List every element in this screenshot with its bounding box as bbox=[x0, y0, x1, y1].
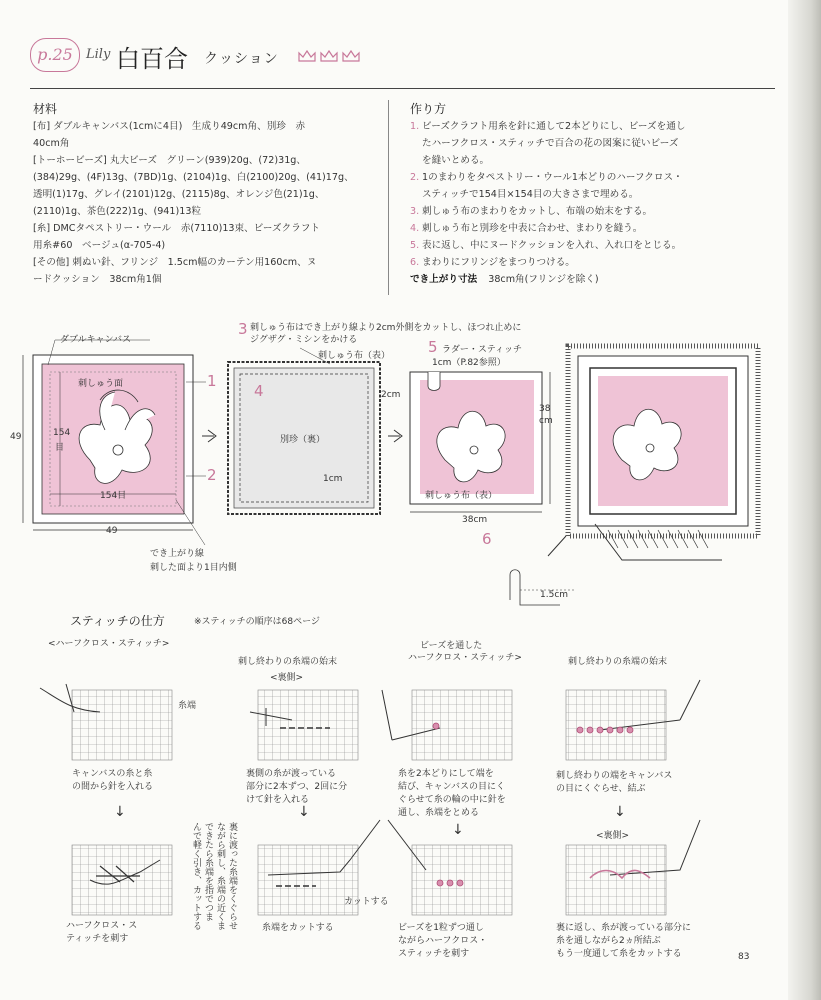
finish-line-label: でき上がり線 bbox=[150, 549, 205, 559]
caption-1a bbox=[72, 768, 153, 794]
finish-line-note: 刺した面より1目内側 bbox=[150, 563, 237, 573]
caption-line: ティッチを刺す bbox=[66, 934, 129, 944]
step-number: 2. bbox=[410, 172, 420, 183]
caption-line: スティッチを刺す bbox=[398, 949, 470, 959]
step3-note-2: ジグザグ・ミシンをかける bbox=[250, 335, 358, 345]
dim-38-side: 38 bbox=[539, 404, 551, 414]
caption-line: 糸を通しながら2ヵ所結ぶ bbox=[556, 936, 661, 946]
down-arrow-3: ↓ bbox=[452, 822, 464, 838]
dim-154-unit: 目 bbox=[55, 443, 65, 453]
caption-1b bbox=[66, 920, 137, 946]
down-arrow-1: ↓ bbox=[114, 804, 126, 820]
caption-4a bbox=[556, 770, 672, 796]
step-1-marker: 1 bbox=[207, 372, 217, 390]
method-heading: 作り方 bbox=[410, 102, 447, 116]
caption-line: 糸を2本どりにして端を bbox=[398, 769, 494, 779]
double-canvas-label: ダブルキャンバス bbox=[60, 335, 132, 345]
ladder-ref-label: 1cm（P.82参照） bbox=[432, 358, 506, 368]
dim-49-bottom: 49 bbox=[106, 526, 118, 536]
step-number: 3. bbox=[410, 206, 420, 217]
materials-line: (2110)1g、茶色(222)1g、(941)13粒 bbox=[33, 206, 202, 217]
down-arrow-2: ↓ bbox=[298, 804, 310, 820]
step-line: を縫いとめる。 bbox=[422, 155, 490, 166]
caption-line: んで軽く引き、カットする bbox=[191, 822, 201, 930]
step-line: 表に返し、中にヌードクッションを入れ、入れ口をとじる。 bbox=[422, 240, 682, 251]
dim-49-side: 49 bbox=[10, 432, 22, 442]
step-line: 1のまわりをタペストリー・ウール1本どりのハーフクロス・ bbox=[422, 172, 683, 183]
step3-note-1: 刺しゅう布はでき上がり線より2cm外側をカットし、ほつれ止めに bbox=[250, 323, 522, 333]
velvet-back-label: 別珍（裏） bbox=[280, 435, 326, 445]
caption-line: 裏に渡った糸端をくぐらせ bbox=[227, 822, 237, 930]
end-finish-title: 刺し終わりの糸端の始末 bbox=[238, 657, 338, 667]
stitch-order-note: ※スティッチの順序は68ページ bbox=[194, 617, 320, 627]
materials-line: 用糸#60 ベージュ(α-705-4) bbox=[33, 240, 166, 251]
materials-line: ードクッション 38cm角1個 bbox=[33, 274, 162, 285]
finished-size-value: 38cm角(フリンジを除く) bbox=[488, 274, 599, 285]
emb-cloth-front-label: 刺しゅう布（表） bbox=[318, 351, 391, 361]
materials-heading: 材料 bbox=[33, 102, 58, 116]
fringe-width-label: 1.5cm bbox=[540, 590, 569, 600]
materials-line: (384)29g、(4F)13g、(7BD)1g、(2104)1g、白(2100)20g、(41)17g、 bbox=[33, 172, 354, 183]
back-side-label: <裏側> bbox=[270, 673, 304, 683]
materials-line: [布] ダブルキャンバス(1cmに4目) 生成り49cm角、別珍 赤 bbox=[33, 121, 306, 132]
page-reference-badge: p.25 bbox=[30, 38, 80, 72]
caption-line: 結び、キャンバスの目にく bbox=[398, 782, 506, 792]
step-number: 4. bbox=[410, 223, 420, 234]
thread-end-label: 糸端 bbox=[178, 701, 197, 711]
caption-2a bbox=[246, 768, 347, 807]
half-cross-title: <ハーフクロス・スティッチ> bbox=[48, 639, 170, 649]
finished-size-label: でき上がり寸法 bbox=[410, 274, 478, 285]
step-line: たハーフクロス・スティッチで百合の花の図案に従いビーズ bbox=[422, 138, 679, 149]
dim-cm-unit: cm bbox=[539, 416, 553, 426]
cut-label: カットする bbox=[344, 897, 389, 907]
step-2-marker: 2 bbox=[207, 466, 217, 484]
one-cm-label: 1cm bbox=[323, 474, 343, 484]
caption-line: けて針を入れる bbox=[246, 795, 310, 805]
end-finish-title-2: 刺し終わりの糸端の始末 bbox=[568, 657, 668, 667]
step-number: 1. bbox=[410, 121, 420, 132]
caption-2b: 糸端をカットする bbox=[262, 923, 334, 933]
vertical-caption bbox=[178, 822, 238, 962]
caption-4b bbox=[556, 922, 691, 961]
step-line: まわりにフリンジをまつりつける。 bbox=[422, 257, 575, 268]
step-6-marker: 6 bbox=[482, 530, 492, 548]
embroidery-face-label: 刺しゅう面 bbox=[78, 379, 124, 389]
caption-line: できたら糸端を指でつま bbox=[203, 822, 213, 921]
caption-line: 裏に返し、糸が渡っている部分に bbox=[556, 923, 692, 933]
bead-hc-title-2: ハーフクロス・スティッチ> bbox=[408, 653, 522, 663]
step-line: 刺しゅう布と別珍を中表に合わせ、まわりを縫う。 bbox=[422, 223, 643, 234]
step-number: 6. bbox=[410, 257, 420, 268]
page-subtitle: クッション bbox=[204, 51, 279, 67]
caption-3b bbox=[398, 922, 487, 961]
emb-cloth-front-label-2: 刺しゅう布（表） bbox=[425, 491, 498, 501]
step-4-marker: 4 bbox=[254, 382, 264, 400]
step-number: 5. bbox=[410, 240, 420, 251]
caption-line: ながら刺し、糸端の近くま bbox=[215, 822, 225, 930]
step-line: スティッチで154目×154目の大きさまで埋める。 bbox=[422, 189, 639, 200]
caption-line: 部分に2本ずつ、2回に分 bbox=[246, 782, 348, 792]
down-arrow-4: ↓ bbox=[614, 804, 626, 820]
step-5-marker: 5 bbox=[428, 338, 438, 356]
dim-38-bottom: 38cm bbox=[462, 515, 488, 525]
lily-label: Lily bbox=[86, 47, 111, 62]
caption-line: 裏側の糸が渡っている bbox=[246, 769, 337, 779]
materials-line: 40cm角 bbox=[33, 138, 70, 149]
step-line: ビーズクラフト用糸を針に通して2本どりにし、ビーズを通し bbox=[422, 121, 686, 132]
step-line: 刺しゅう布のまわりをカットし、布端の始末をする。 bbox=[422, 206, 653, 217]
caption-line: ながらハーフクロス・ bbox=[398, 936, 488, 946]
caption-line: キャンバスの糸と糸 bbox=[72, 769, 153, 779]
caption-line: ぐらせて糸の輪の中に針を bbox=[398, 795, 506, 805]
page-title: 白百合 bbox=[116, 45, 188, 73]
stitch-heading: スティッチの仕方 bbox=[70, 614, 165, 628]
materials-line: [糸] DMCタペストリー・ウール 赤(7110)13束、ビーズクラフト bbox=[33, 223, 321, 234]
dim-154-bottom: 154目 bbox=[100, 491, 127, 501]
two-cm-label: 2cm bbox=[381, 390, 401, 400]
caption-line: 通し、糸端をとめる bbox=[398, 808, 480, 818]
dim-154-label: 154 bbox=[53, 428, 71, 438]
materials-line: [トーホービーズ] 丸大ビーズ グリーン(939)20g、(72)31g、 bbox=[33, 155, 306, 166]
materials-line: [その他] 刺ぬい針、フリンジ 1.5cm幅のカーテン用160cm、ヌ bbox=[33, 257, 317, 268]
caption-line: もう一度通して糸をカットする bbox=[556, 949, 682, 959]
ladder-stitch-label: ラダー・スティッチ bbox=[442, 345, 523, 355]
caption-line: ビーズを1粒ずつ通し bbox=[398, 923, 484, 933]
caption-line: ハーフクロス・ス bbox=[66, 921, 138, 931]
step-3-marker: 3 bbox=[238, 320, 248, 338]
caption-line: の目にくぐらせ、結ぶ bbox=[556, 784, 646, 794]
bead-hc-title-1: ビーズを通した bbox=[420, 641, 483, 651]
page-number: 83 bbox=[738, 952, 750, 962]
caption-line: 刺し終わりの端をキャンバス bbox=[556, 771, 673, 781]
back-side-label-2: <裏側> bbox=[596, 831, 630, 841]
caption-line: の間から針を入れる bbox=[72, 782, 154, 792]
caption-3a bbox=[398, 768, 506, 820]
materials-line: 透明(1)17g、グレイ(2101)12g、(2115)8g、オレンジ色(21)1g、 bbox=[33, 189, 325, 200]
